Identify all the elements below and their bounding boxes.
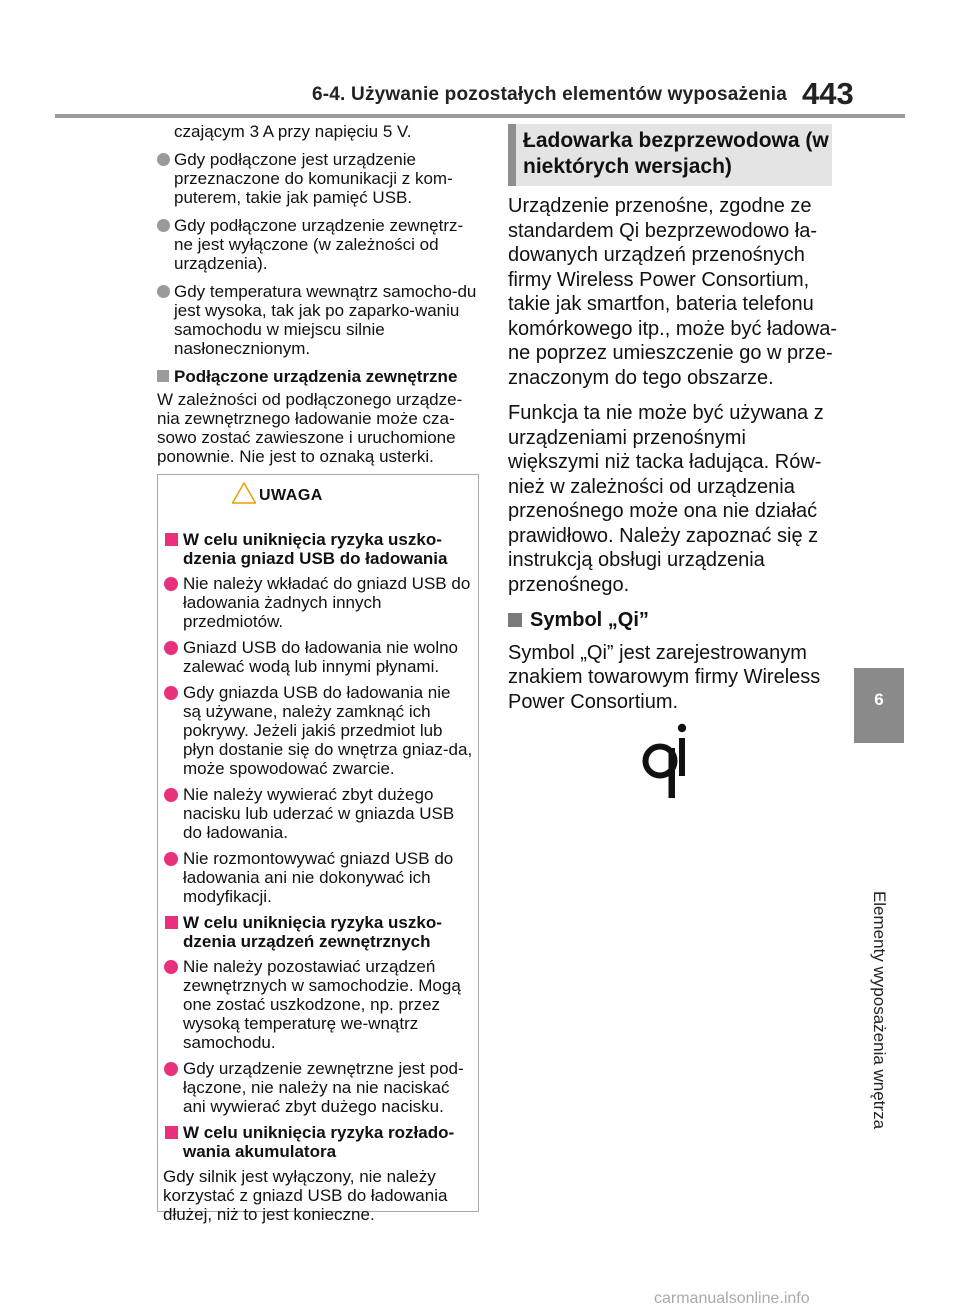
subheading-text: W zależności od podłączonego urządze-nia zewnętrznego ładowanie może cza-sowo zostać zawieszone i uruchomione ponownie. Nie jest to oznaką usterki. [157,390,463,466]
square-bullet-icon [165,533,178,546]
list-item: Nie rozmontowywać gniazd USB do ładowania ani nie dokonywać ich modyfikacji. [163,849,473,906]
list-item: Nie należy wkładać do gniazd USB do ładowania żadnych innych przedmiotów. [163,574,473,631]
bullet-icon [157,219,170,232]
left-column [157,122,479,466]
section-heading-box [508,124,832,186]
chapter-label: Elementy wyposażenia wnętrza [870,890,889,1130]
list-item: Gdy podłączone urządzenie zewnętrz-ne jest wyłączone (w zależności od urządzenia). [157,216,479,273]
bullet-icon [157,285,170,298]
warning-title: UWAGA [259,487,323,504]
warning-triangle-icon [231,481,257,505]
header-divider [55,114,905,118]
list-item: Gdy gniazda USB do ładowania nie są używane, należy zamknąć ich pokrywy. Jeżeli jakiś przedmiot lub płyn dostanie się do wnętrza gniaz-da, może spowodować zwarcie. [163,683,473,778]
paragraph: Funkcja ta nie może być używana z urządzeniami przenośnymi większymi niż tacka ładująca. Rów-nież w zależności od urządzenia przenośnego może ona nie działać prawidłowo. Należy zapoznać się z instrukcją obsługi urządzenia przenośnego. [508,402,824,596]
warning-heading: W celu uniknięcia ryzyka rozłado-wania akumulatora [163,1123,473,1161]
bullet-icon [164,788,178,802]
list-item: Gdy urządzenie zewnętrzne jest pod-łączone, nie należy na nie naciskać ani wywierać zbyt dużego nacisku. [163,1059,473,1116]
list-item: Gniazd USB do ładowania nie wolno zalewać wodą lub innymi płynami. [163,638,473,676]
subheading-text: Symbol „Qi” jest zarejestrowanym znakiem towarowym firmy Wireless Power Consortium. [508,641,821,713]
warning-text: Gdy silnik jest wyłączony, nie należy korzystać z gniazd USB do ładowania dłużej, niż to jest konieczne. [163,1167,448,1224]
square-bullet-icon [165,1126,178,1139]
list-item: Nie należy pozostawiać urządzeń zewnętrznych w samochodzie. Mogą one zostać uszkodzone, np. przez wysoką temperaturę we-wnątrz samochodu. [163,957,473,1052]
warning-header [158,475,478,519]
warning-box [157,474,479,1224]
bullet-icon [164,1062,178,1076]
page-number: 443 [802,76,854,111]
heading-accent-bar [508,124,516,186]
bullet-icon [157,153,170,166]
watermark: carmanualsonline.info [654,1290,810,1307]
qi-logo-icon [640,720,700,800]
list-item: Nie należy wywierać zbyt dużego nacisku lub uderzać w gniazda USB do ładowania. [163,785,473,842]
subheading: Podłączone urządzenia zewnętrzne [157,367,479,386]
warning-body [163,530,473,1224]
chapter-number: 6 [874,690,884,709]
subheading: Symbol „Qi” [508,608,838,633]
bullet-icon [164,852,178,866]
square-bullet-icon [157,370,169,382]
bullet-icon [164,577,178,591]
bullet-icon [164,960,178,974]
continuation-text: czającym 3 A przy napięciu 5 V. [174,122,412,141]
bullet-icon [164,641,178,655]
list-item: Gdy temperatura wewnątrz samocho-du jest wysoka, tak jak po zaparko-waniu samochodu w miejscu silnie nasłonecznionym. [157,282,479,358]
section-heading: Ładowarka bezprzewodowa (w niektórych wersjach) [523,129,829,178]
paragraph: Urządzenie przenośne, zgodne ze standardem Qi bezprzewodowo ła-dowanych urządzeń przenośnych firmy Wireless Power Consortium, takie jak smartfon, bateria telefonu komórkowego itp., może być ładowa-ne poprzez umieszczenie go w prze-znaczonym do tego obszarze. [508,195,838,389]
warning-heading: W celu uniknięcia ryzyka uszko-dzenia urządzeń zewnętrznych [163,913,473,951]
list-item: Gdy podłączone jest urządzenie przeznaczone do komunikacji z kom-puterem, takie jak pamięć USB. [157,150,479,207]
right-column [508,194,838,714]
bullet-icon [164,686,178,700]
section-title: 6-4. Używanie pozostałych elementów wyposażenia [312,84,788,105]
warning-heading: W celu uniknięcia ryzyka uszko-dzenia gniazd USB do ładowania [163,530,473,568]
square-bullet-icon [165,916,178,929]
square-bullet-icon [508,613,522,627]
